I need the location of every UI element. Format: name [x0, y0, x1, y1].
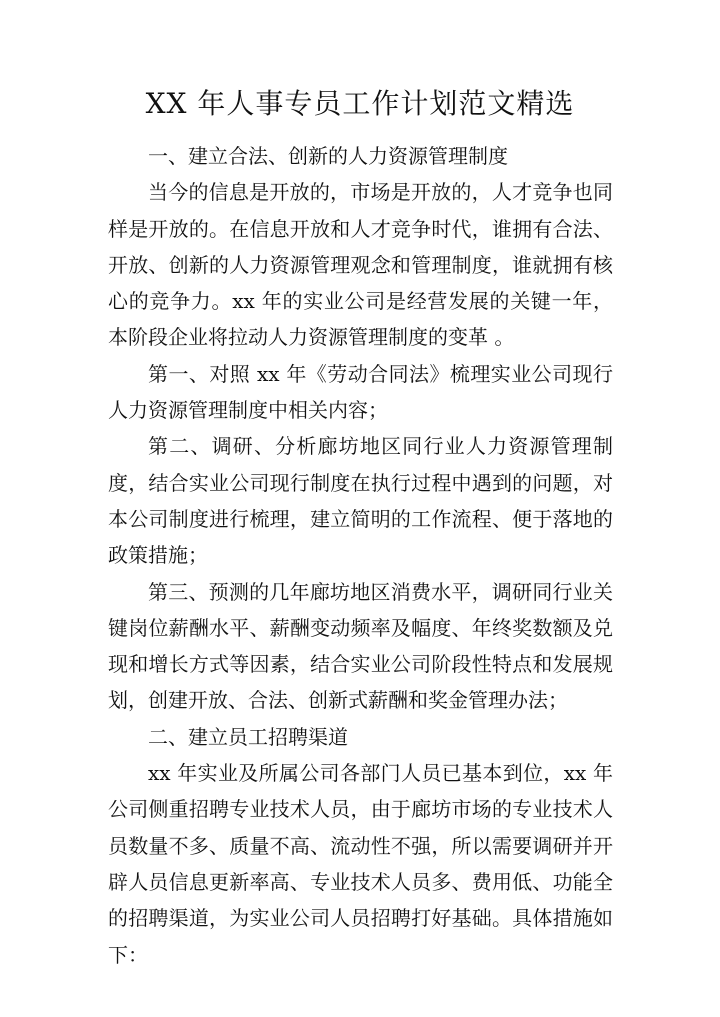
paragraph-intro: 当今的信息是开放的，市场是开放的，人才竞争也同样是开放的。在信息开放和人才竞争时代，谁拥有合法、开放、创新的人力资源管理观念和管理制度，谁就拥有核心的竞争力。xx 年的实业公司是经营发展的关键一年，本阶段企业将拉动人力资源管理制度的变革 。: [108, 180, 613, 350]
document-title: XX 年人事专员工作计划范文精选: [145, 87, 575, 120]
paragraph-item-3: 第三、预测的几年廊坊地区消费水平，调研同行业关键岗位薪酬水平、薪酬变动频率及幅度、年终奖数额及兑现和增长方式等因素，结合实业公司阶段性特点和发展规划，创建开放、合法、创新式薪酬和奖金管理办法；: [108, 579, 613, 713]
section-heading-2: 二、建立员工招聘渠道: [148, 724, 348, 749]
paragraph-recruitment: xx 年实业及所属公司各部门人员已基本到位，xx 年公司侧重招聘专业技术人员，由于廊坊市场的专业技术人员数量不多、质量不高、流动性不强，所以需要调研并开辟人员信息更新率高、专业技术人员多、费用低、功能全的招聘渠道，为实业公司人员招聘打好基础。具体措施如下：: [108, 761, 613, 967]
document-body: [108, 138, 613, 973]
paragraph-item-2: 第二、调研、分析廊坊地区同行业人力资源管理制度，结合实业公司现行制度在执行过程中遇到的问题，对本公司制度进行梳理，建立简明的工作流程、便于落地的政策措施；: [108, 434, 613, 568]
paragraph-item-1: 第一、对照 xx 年《劳动合同法》梳理实业公司现行人力资源管理制度中相关内容；: [108, 361, 613, 423]
section-heading-1: 一、建立合法、创新的人力资源管理制度: [148, 144, 508, 168]
